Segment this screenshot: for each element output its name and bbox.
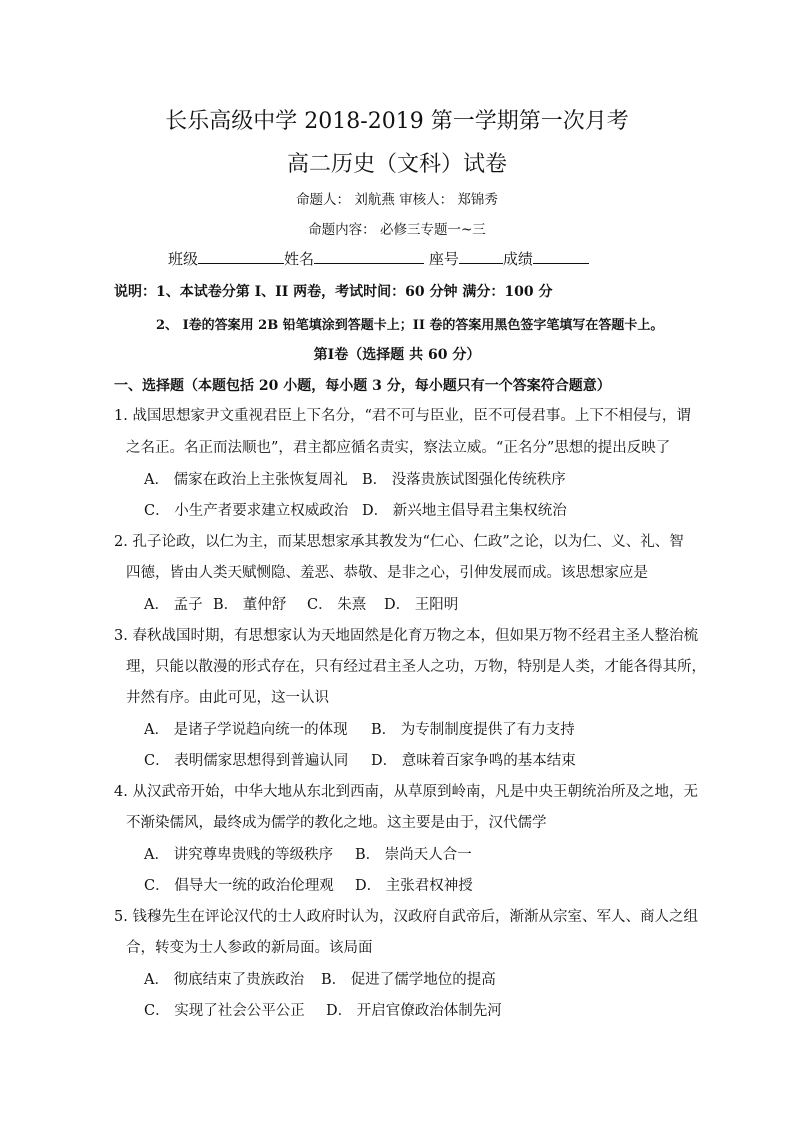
option-a[interactable]: A． 儒家在政治上主张恢复周礼 [144,472,348,488]
option-b[interactable]: B． 董仲舒 [213,597,287,613]
question-text-line: 不渐染儒风，最终成为儒学的教化之地。这主要是由于，汉代儒学 [126,815,547,831]
class-blank[interactable] [198,249,284,264]
student-info-row [168,248,589,269]
exam-subtitle: 高二历史（文科）试卷 [286,152,507,177]
question-text-line: 4. 从汉武帝开始，中华大地从东北到西南，从草原到岭南，凡是中央王朝统治所及之地，无 [114,784,698,800]
question-text-line: 合，转变为士人参政的新局面。该局面 [126,940,373,956]
question-text-line: 之名正。名正而法顺也”，君主都应循名责实，察法立威。“正名分”思想的提出反映了 [126,440,671,456]
question-text-line: 四德，皆由人类天赋恻隐、羞恶、恭敬、是非之心，引伸发展而成。该思想家应是 [126,565,648,581]
score-blank[interactable] [533,249,589,264]
section-heading: 第Ⅰ卷（选择题 共 60 分） [313,347,481,363]
name-label: 姓名 [284,250,315,268]
option-d[interactable]: D． 新兴地主倡导君主集权统治 [362,503,567,519]
seat-blank[interactable] [459,249,503,264]
option-a[interactable]: A． 孟子 [144,597,203,613]
score-label: 成绩 [502,250,533,268]
option-b[interactable]: B． 为专制制度提供了有力支持 [371,722,575,738]
class-label: 班级 [168,250,199,268]
option-c[interactable]: C． 朱熹 [307,597,367,613]
option-a[interactable]: A． 是诸子学说趋向统一的体现 [144,722,348,738]
option-c[interactable]: C． 表明儒家思想得到普遍认同 [144,753,349,769]
option-b[interactable]: B． 促进了儒学地位的提高 [321,972,496,988]
option-b[interactable]: B． 崇尚天人合一 [355,847,472,863]
instruction-line-2: 2、 Ⅰ卷的答案用 2B 铅笔填涂到答题卡上；II 卷的答案用黑色签字笔填写在答题卡上。 [156,318,664,333]
option-d[interactable]: D． 主张君权神授 [355,878,473,894]
question-text-line: 5. 钱穆先生在评论汉代的士人政府时认为，汉政府自武帝后，渐渐从宗室、军人、商人之组 [114,909,698,925]
part-title: 一、选择题（本题包括 20 小题，每小题 3 分，每小题只有一个答案符合题意） [114,378,611,394]
question-text-line: 2. 孔子论政，以仁为主，而某思想家承其教发为“仁心、仁政”之论，以为仁、义、礼、智 [114,534,684,550]
option-c[interactable]: C． 倡导大一统的政治伦理观 [144,878,334,894]
exam-content-scope: 命题内容： 必修三专题一~三 [308,222,486,238]
question-text-line: 3. 春秋战国时期，有思想家认为天地固然是化育万物之本，但如果万物不经君主圣人整治梳 [114,628,698,644]
instruction-line-1: 说明：1、本试卷分第 I、II 两卷，考试时间：60 分钟 满分：100 分 [114,284,553,300]
option-d[interactable]: D． 王阳明 [384,597,459,613]
option-b[interactable]: B． 没落贵族试图强化传统秩序 [362,472,566,488]
question-text-line: 井然有序。由此可见，这一认识 [126,690,329,706]
option-d[interactable]: D． 开启官僚政治体制先河 [326,1003,502,1019]
exam-title: 长乐高级中学 2018-2019 第一学期第一次月考 [165,109,629,134]
option-c[interactable]: C． 实现了社会公平公正 [144,1003,305,1019]
exam-authors: 命题人： 刘航燕 审核人： 郑锦秀 [296,192,498,208]
seat-label: 座号 [428,250,459,268]
option-d[interactable]: D． 意味着百家争鸣的基本结束 [371,753,576,769]
option-a[interactable]: A． 彻底结束了贵族政治 [144,972,305,988]
question-text-line: 1. 战国思想家尹文重视君臣上下名分，“君不可与臣业，臣不可侵君事。上下不相侵与，谓 [114,408,691,424]
option-a[interactable]: A． 讲究尊卑贵贱的等级秩序 [144,847,334,863]
option-c[interactable]: C． 小生产者要求建立权威政治 [144,503,349,519]
name-blank[interactable] [314,249,424,264]
question-text-line: 理，只能以散漫的形式存在，只有经过君主圣人之功，万物，特别是人类，才能各得其所， [126,659,706,675]
